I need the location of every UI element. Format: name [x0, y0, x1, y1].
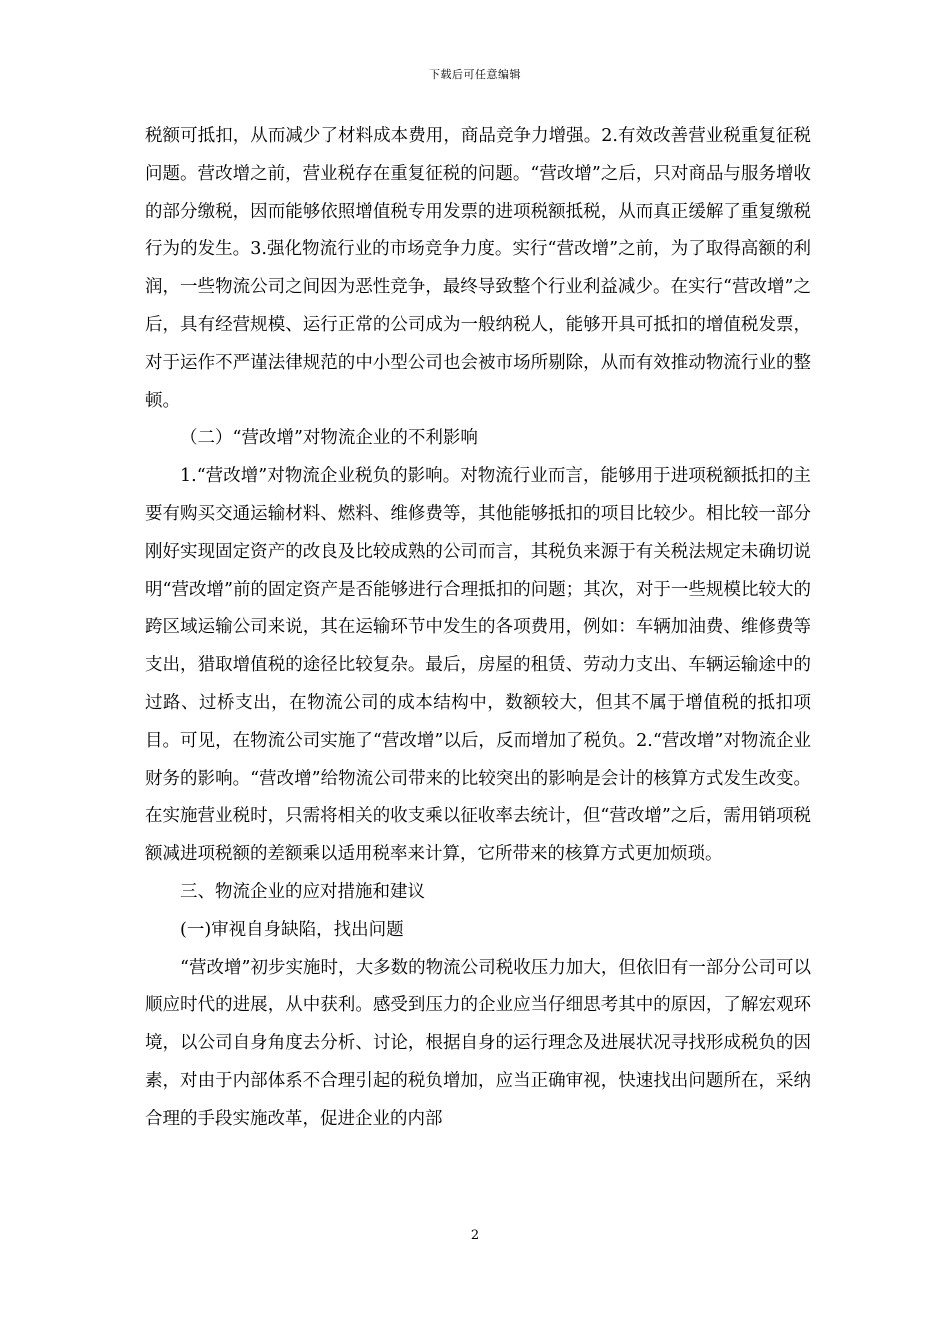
subsection-heading-self-review: (一)审视自身缺陷，找出问题 [180, 919, 404, 940]
paragraph-continuation: 税额可抵扣，从而减少了材料成本费用，商品竞争力增强。2.有效改善营业税重复征税问题。营改增之前，营业税存在重复征税的问题。“营改增”之后，只对商品与服务增收的部分缴税，因而能够依照增值税专用发票的进项税额抵税，从而真正缓解了重复缴税行为的发生。3.强化物流行业的市场竞争力度。实行“营改增”之前，为了取得高额的利润，一些物流公司之间因为恶性竞争，最终导致整个行业利益减少。在实行“营改增”之后，具有经营规模、运行正常的公司成为一般纳税人，能够开具可抵扣的增值税发票，对于运作不严谨法律规范的中小型公司也会被市场所剔除，从而有效推动物流行业的整顿。 [145, 126, 811, 411]
paragraph-self-review: “营改增”初步实施时，大多数的物流公司税收压力加大，但依旧有一部分公司可以顺应时代的进展，从中获利。感受到压力的企业应当仔细思考其中的原因，了解宏观环境，以公司自身角度去分析、讨论，根据自身的运行理念及进展状况寻找形成税负的因素，对由于内部体系不合理引起的税负增加，应当正确审视，快速找出问题所在，采纳合理的手段实施改革，促进企业的内部 [145, 957, 811, 1129]
section-heading-measures: 三、物流企业的应对措施和建议 [180, 881, 425, 902]
paragraph-tax-burden: 1.“营改增”对物流企业税负的影响。对物流行业而言，能够用于进项税额抵扣的主要有购买交通运输材料、燃料、维修费等，其他能够抵扣的项目比较少。相比较一部分刚好实现固定资产的改良及比较成熟的公司而言，其税负来源于有关税法规定未确切说明“营改增”前的固定资产是否能够进行合理抵扣的问题；其次，对于一些规模比较大的跨区域运输公司来说，其在运输环节中发生的各项费用，例如：车辆加油费、维修费等支出，猎取增值税的途径比较复杂。最后，房屋的租赁、劳动力支出、车辆运输途中的过路、过桥支出，在物流公司的成本结构中，数额较大，但其不属于增值税的抵扣项目。可见，在物流公司实施了“营改增”以后，反而增加了税负。2.“营改增”对物流企业财务的影响。“营改增”给物流公司带来的比较突出的影响是会计的核算方式发生改变。在实施营业税时，只需将相关的收支乘以征收率去统计，但“营改增”之后，需用销项税额减进项税额的差额乘以适用税率来计算，它所带来的核算方式更加烦琐。 [145, 466, 811, 865]
section-heading-adverse-impact: （二）“营改增”对物流企业的不利影响 [180, 428, 478, 449]
page-header: 下载后可任意编辑 [429, 68, 521, 81]
page-number: 2 [470, 1228, 480, 1243]
document-body [145, 118, 811, 1139]
